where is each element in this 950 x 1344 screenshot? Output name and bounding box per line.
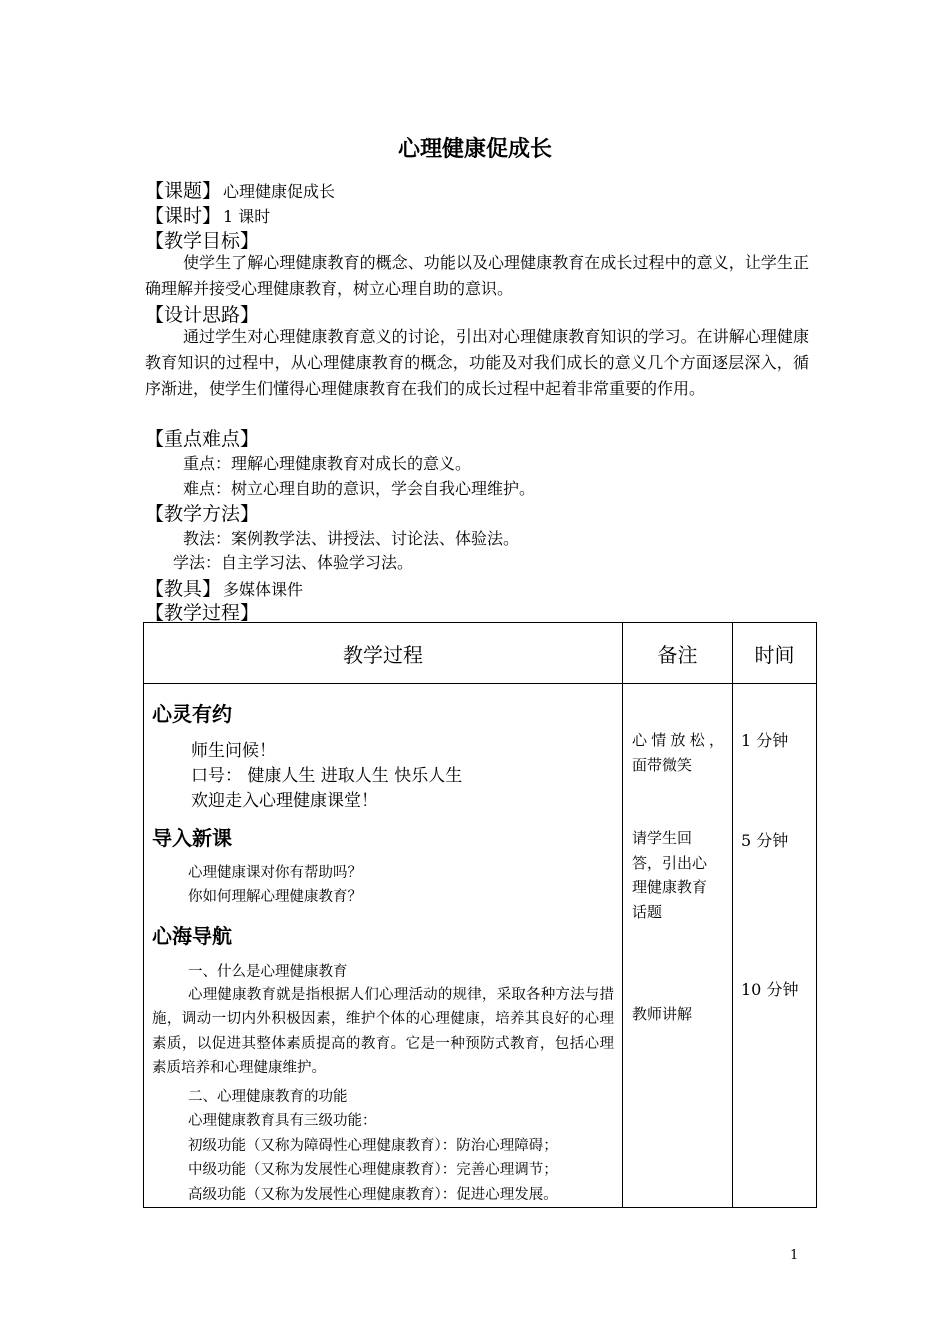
- notes-cell: [623, 684, 733, 1208]
- function-primary: 初级功能（又称为障碍性心理健康教育）：防治心理障碍；: [188, 1138, 558, 1154]
- greeting-line: 师生问候！: [191, 741, 276, 761]
- tools-value: 多媒体课件: [223, 580, 304, 599]
- key-points-heading: 【重点难点】: [145, 428, 260, 450]
- header-notes: 备注: [623, 623, 733, 684]
- time-3: 10 分钟: [741, 980, 799, 999]
- time-2: 5 分钟: [741, 831, 789, 850]
- focus-text: 重点：理解心理健康教育对成长的意义。: [183, 454, 472, 473]
- time-cell: [733, 684, 817, 1208]
- definition-paragraph: 心理健康教育就是指根据人们心理活动的规律，采取各种方法与措施，调动一切内外积极因素，维护个体的心理健康，培养其良好的心理素质，以促进其整体素质提高的教育。它是一种预防式教育，包括心理素质培养和心理健康维护。: [152, 987, 614, 1077]
- welcome-line: 欢迎走入心理健康课堂！: [191, 791, 378, 811]
- function-intermediate: 中级功能（又称为发展性心理健康教育）：完善心理调节；: [188, 1162, 558, 1178]
- header-process: 教学过程: [144, 623, 623, 684]
- subheading-functions: 二、心理健康教育的功能: [188, 1089, 348, 1105]
- note-relax: 心情放松， 面带微笑: [632, 731, 724, 774]
- methods-heading: 【教学方法】: [145, 503, 260, 525]
- learning-method: 学法：自主学习法、体验学习法。: [173, 553, 414, 572]
- slogan-line: 口号： 健康人生 进取人生 快乐人生: [191, 766, 463, 786]
- intro-question-2: 你如何理解心理健康教育？: [188, 889, 362, 905]
- section-title-xinhaidaohang: 心海导航: [152, 924, 232, 948]
- header-time: 时间: [733, 623, 817, 684]
- page-number: 1: [790, 1248, 799, 1263]
- teaching-method: 教法：案例教学法、讲授法、讨论法、体验法。: [183, 529, 520, 548]
- hours-line: [145, 201, 815, 228]
- topic-label: 【课题】: [145, 180, 222, 202]
- design-text: 通过学生对心理健康教育意义的讨论，引出对心理健康教育知识的学习。在讲解心理健康教育知识的过程中，从心理健康教育的概念，功能及对我们成长的意义几个方面逐层深入，循序渐进，使学生们懂得心理健康教育在我们的成长过程中起着非常重要的作用。: [145, 327, 809, 398]
- difficulty-text: 难点：树立心理自助的意识，学会自我心理维护。: [183, 479, 536, 498]
- hours-value: 1 课时: [223, 207, 271, 226]
- time-1: 1 分钟: [741, 731, 789, 750]
- note-student-answer: 请学生回 答，引出心 理健康教育 话题: [632, 829, 708, 921]
- design-heading: 【设计思路】: [145, 304, 260, 326]
- tools-line: [145, 574, 815, 601]
- section-title-daoruxinke: 导入新课: [152, 826, 232, 850]
- note-teacher-explain: 教师讲解: [632, 1005, 693, 1023]
- objectives-text: 使学生了解心理健康教育的概念、功能以及心理健康教育在成长过程中的意义，让学生正确理解并接受心理健康教育，树立心理自助的意识。: [145, 253, 809, 298]
- page-title: 心理健康促成长: [397, 137, 552, 162]
- process-heading: 【教学过程】: [145, 602, 260, 624]
- topic-value: 心理健康促成长: [223, 182, 336, 201]
- objectives-heading: 【教学目标】: [145, 230, 260, 252]
- intro-question-1: 心理健康课对你有帮助吗？: [188, 865, 362, 881]
- table-body-row: [144, 684, 817, 1208]
- process-table: [143, 622, 817, 1208]
- function-advanced: 高级功能（又称为发展性心理健康教育）：促进心理发展。: [188, 1187, 558, 1203]
- hours-label: 【课时】: [145, 205, 222, 227]
- topic-line: [145, 176, 815, 203]
- section-title-xinlingyouyue: 心灵有约: [152, 702, 232, 726]
- process-cell: [144, 684, 623, 1208]
- table-header-row: [144, 623, 817, 684]
- subheading-definition: 一、什么是心理健康教育: [188, 964, 348, 980]
- functions-intro: 心理健康教育具有三级功能：: [188, 1113, 377, 1129]
- tools-label: 【教具】: [145, 578, 222, 600]
